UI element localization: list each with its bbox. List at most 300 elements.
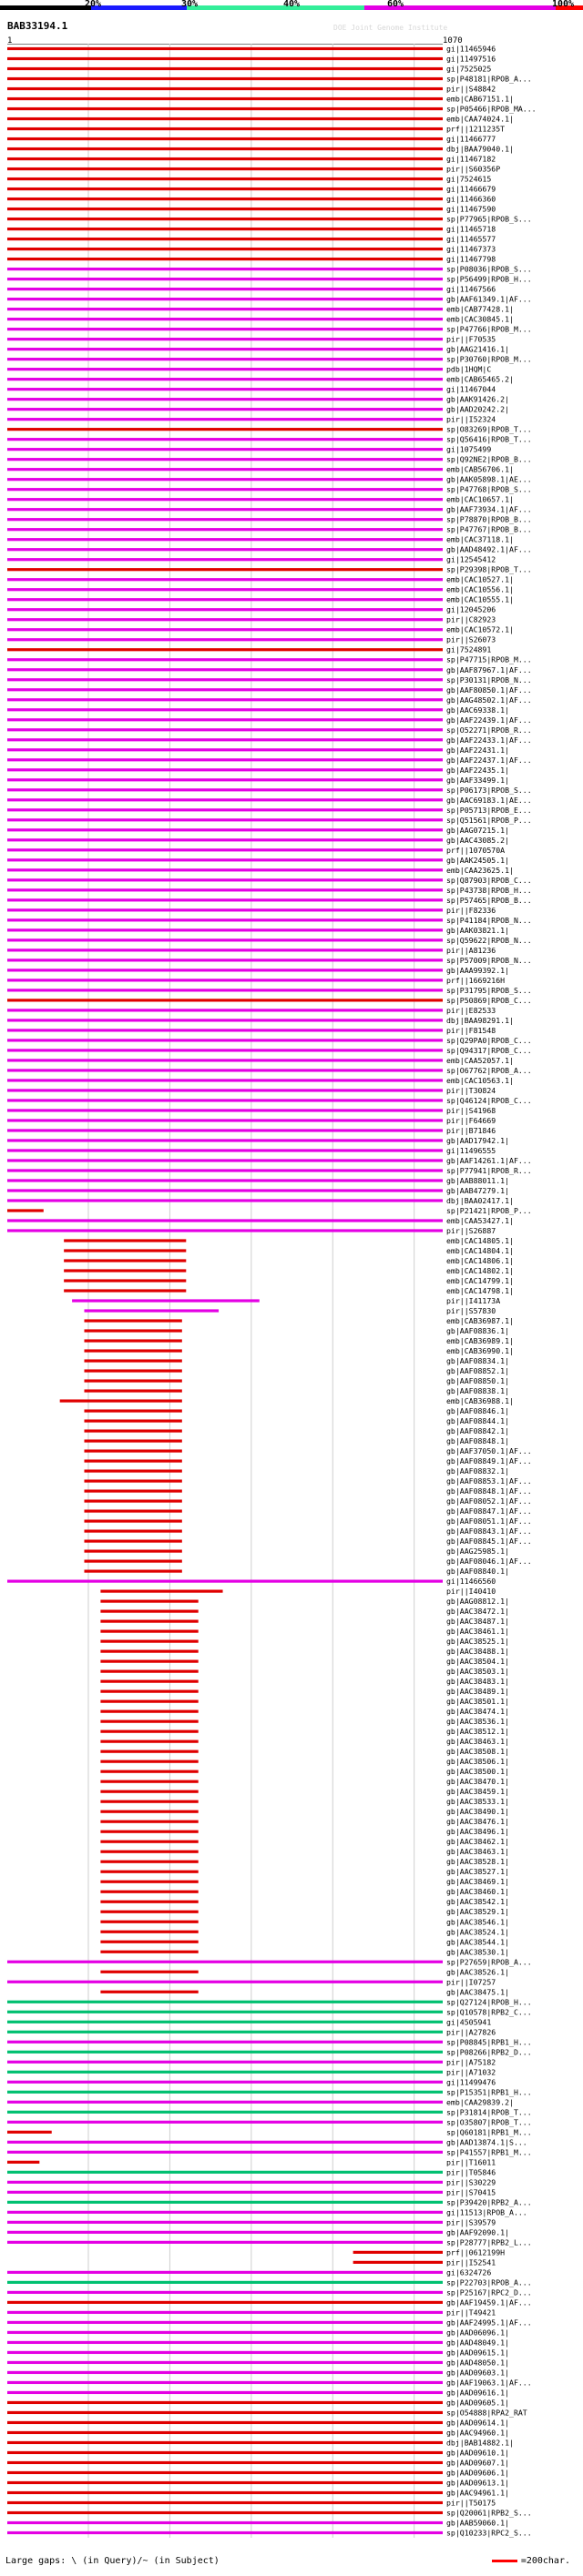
- hit-label: gb|AAF08850.1|: [446, 1376, 510, 1386]
- hit-label: sp|P06173|RPOB_S...: [446, 785, 532, 795]
- hit-bar: [85, 1529, 182, 1532]
- hit-label: pir||I41173A: [446, 1296, 501, 1306]
- hit-bar: [7, 2101, 443, 2104]
- hit-label: prf||1669216H: [446, 975, 506, 985]
- hit-bar: [7, 67, 443, 70]
- hit-label: gb|AAC38475.1|: [446, 1987, 510, 1997]
- hit-label: gb|AAF08046.1|AF...: [446, 1557, 532, 1567]
- hit-label: gi|12545412: [446, 554, 496, 564]
- hit-bar: [85, 1309, 220, 1312]
- hit-bar: [7, 548, 443, 551]
- hit-bar: [7, 1129, 443, 1131]
- hit-label: emb|CAC37118.1|: [446, 534, 514, 544]
- hit-label: gb|AAK91426.2|: [446, 394, 510, 404]
- hit-bar: [7, 318, 443, 320]
- hit-bar: [7, 438, 443, 441]
- hit-label: gb|AAF22431.1|: [446, 745, 510, 755]
- hit-bar: [85, 1519, 182, 1522]
- hit-bar: [7, 2081, 443, 2084]
- hit-label: gb|AAF08842.1|: [446, 1426, 510, 1436]
- hit-label: sp|P21421|RPOB_P...: [446, 1205, 532, 1215]
- hit-label: gb|AAC38504.1|: [446, 1657, 510, 1667]
- hit-label: gb|AAF08840.1|: [446, 1567, 510, 1577]
- hit-label: gb|AAC38459.1|: [446, 1787, 510, 1797]
- hit-bar: [100, 1780, 198, 1783]
- hit-label: sp|Q56416|RPOB_T...: [446, 434, 532, 444]
- hit-bar: [100, 1931, 198, 1933]
- hit-bar: [7, 278, 443, 280]
- hit-bar: [64, 1249, 186, 1252]
- hit-bar: [7, 2121, 443, 2124]
- hit-bar: [7, 858, 443, 861]
- hit-label: gi|11467590: [446, 204, 496, 214]
- hit-bar: [100, 1720, 198, 1723]
- hit-label: gb|AAF08052.1|AF...: [446, 1496, 532, 1506]
- hit-label: gb|AAC38528.1|: [446, 1857, 510, 1867]
- hit-bar: [100, 1680, 198, 1683]
- hit-bar: [7, 2381, 443, 2384]
- hit-label: pir||S41968: [446, 1105, 496, 1115]
- hit-label: pir||T49421: [446, 2307, 496, 2317]
- hit-label: gb|AAC38469.1|: [446, 1877, 510, 1887]
- hit-bar: [100, 1911, 198, 1913]
- hit-bar: [7, 1179, 443, 1182]
- hit-bar: [7, 838, 443, 841]
- hit-bar: [7, 87, 443, 90]
- hit-label: sp|P57465|RPOB_B...: [446, 895, 532, 905]
- hit-bar: [7, 1119, 443, 1121]
- hit-bar: [7, 398, 443, 401]
- hit-label: emb|CAA29839.2|: [446, 2097, 514, 2107]
- hit-label: emb|CAC14799.1|: [446, 1275, 514, 1285]
- hit-label: gb|AAC38474.1|: [446, 1707, 510, 1717]
- hit-bar: [85, 1379, 182, 1382]
- hit-bar: [7, 418, 443, 421]
- hit-label: prf||0612199H: [446, 2247, 506, 2257]
- hit-bar: [7, 2001, 443, 2003]
- hit-bar: [85, 1429, 182, 1432]
- hit-bar: [100, 1610, 198, 1613]
- hit-label: sp|Q20061|RPB2_S...: [446, 2508, 532, 2518]
- hit-label: pir||I52541: [446, 2257, 496, 2267]
- hit-label: gb|AAF08845.1|AF...: [446, 1536, 532, 1547]
- hit-label: gb|AAF87967.1|AF...: [446, 664, 532, 674]
- hit-bar: [7, 298, 443, 300]
- hit-bar: [7, 2351, 443, 2354]
- hit-label: gb|AAF14261.1|AF...: [446, 1155, 532, 1165]
- hit-bar: [7, 238, 443, 240]
- hit-bar: [7, 288, 443, 290]
- hit-label: emb|CAB77428.1|: [446, 304, 514, 314]
- scale-segment-blue: [91, 5, 187, 10]
- hit-label: sp|P22703|RPOB_A...: [446, 2277, 532, 2287]
- hit-bar: [7, 2051, 443, 2054]
- hit-label: gb|AAC38501.1|: [446, 1697, 510, 1707]
- hit-label: gb|AAD09603.1|: [446, 2368, 510, 2378]
- hit-bar: [64, 1239, 186, 1242]
- hit-label: prf||1211235T: [446, 124, 506, 134]
- hit-bar: [85, 1419, 182, 1422]
- hit-label: emb|CAA74024.1|: [446, 114, 514, 124]
- hit-label: gb|AAC38488.1|: [446, 1647, 510, 1657]
- hit-label: gb|AAD13874.1|S...: [446, 2137, 527, 2147]
- hit-bar: [7, 578, 443, 581]
- hit-bar: [7, 2151, 443, 2154]
- hit-bar: [7, 1059, 443, 1061]
- hit-label: gb|AAF61349.1|AF...: [446, 294, 532, 304]
- hit-label: sp|P47766|RPOB_M...: [446, 324, 532, 334]
- hit-label: pir||C82923: [446, 614, 496, 624]
- hit-label: gb|AAF73934.1|AF...: [446, 504, 532, 514]
- hit-bar: [7, 2011, 443, 2013]
- hit-label: sp|O83269|RPOB_T...: [446, 424, 532, 434]
- hit-bar: [7, 1580, 443, 1583]
- hit-label: gb|AAD09605.1|: [446, 2398, 510, 2408]
- hit-bar: [7, 2291, 443, 2294]
- hit-label: emb|CAA53427.1|: [446, 1215, 514, 1225]
- hit-label: gb|AAC38461.1|: [446, 1627, 510, 1637]
- hit-bar: [7, 2241, 443, 2244]
- hit-label: gb|AAK03821.1|: [446, 925, 510, 935]
- scale-legend: [492, 2556, 570, 2566]
- hit-bar: [85, 1459, 182, 1462]
- hit-bar: [7, 1109, 443, 1111]
- hit-bar: [100, 1760, 198, 1763]
- scale-tick-label: 60%: [386, 0, 404, 9]
- hit-label: pir||S60356P: [446, 164, 501, 174]
- scale-segment-black: [0, 5, 91, 10]
- hit-bar: [7, 2131, 52, 2134]
- hit-label: pir||E82533: [446, 1005, 496, 1015]
- hit-bar: [7, 518, 443, 521]
- hit-bar: [85, 1319, 182, 1322]
- hit-bar: [7, 1029, 443, 1031]
- hit-label: sp|P41184|RPOB_N...: [446, 915, 532, 925]
- hit-label: gb|AAC38500.1|: [446, 1767, 510, 1777]
- hit-label: sp|P08036|RPOB_S...: [446, 264, 532, 274]
- hit-bar: [7, 2361, 443, 2364]
- hit-bar: [85, 1550, 182, 1553]
- hit-bar: [7, 1159, 443, 1161]
- hit-bar: [7, 2471, 443, 2474]
- hit-bar: [100, 1810, 198, 1813]
- alignment-plot: [0, 44, 583, 2538]
- hit-bar: [100, 1750, 198, 1753]
- hit-label: sp|P77941|RPOB_R...: [446, 1165, 532, 1175]
- hit-label: gi|11466360: [446, 194, 496, 204]
- hit-bar: [72, 1299, 260, 1302]
- hit-bar: [7, 2311, 443, 2314]
- hit-label: pir||S26073: [446, 634, 496, 644]
- hit-label: pir||T16011: [446, 2157, 496, 2167]
- hit-label: sp|P30131|RPOB_N...: [446, 674, 532, 685]
- hit-label: sp|Q10233|RPC2_S...: [446, 2528, 532, 2538]
- hit-bar: [85, 1560, 182, 1563]
- hit-bar: [7, 208, 443, 210]
- hit-bar: [7, 2021, 443, 2023]
- hit-label: gb|AAC38546.1|: [446, 1917, 510, 1927]
- hit-label: sp|Q59622|RPOB_N...: [446, 935, 532, 945]
- hit-bar: [7, 478, 443, 481]
- hit-label: gb|AAF33499.1|: [446, 775, 510, 785]
- hit-label: gb|AAG21416.1|: [446, 344, 510, 354]
- hit-label: pir||A71032: [446, 2067, 496, 2077]
- hit-bar: [7, 748, 443, 751]
- hit-bar: [7, 358, 443, 360]
- hit-bar: [7, 758, 443, 761]
- hit-label: sp|P56499|RPOB_H...: [446, 274, 532, 284]
- scale-tick-label: 30%: [180, 0, 199, 9]
- hit-label: sp|O52271|RPOB_R...: [446, 725, 532, 735]
- hit-label: emb|CAB36989.1|: [446, 1336, 514, 1346]
- scale-segment-green: [187, 5, 364, 10]
- hit-bar: [7, 2301, 443, 2304]
- hit-bar: [7, 448, 443, 451]
- hit-bar: [7, 1099, 443, 1101]
- hit-label: pir||B71846: [446, 1125, 496, 1135]
- hit-bar: [7, 97, 443, 100]
- scale-legend-text: =200char.: [520, 2556, 570, 2566]
- hit-label: sp|Q60181|RPB1_M...: [446, 2127, 532, 2137]
- hit-bar: [7, 2091, 443, 2094]
- hit-label: sp|P57009|RPOB_N...: [446, 955, 532, 965]
- hit-label: sp|Q10578|RPB2_C...: [446, 2007, 532, 2017]
- hit-label: gb|AAD09616.1|: [446, 2388, 510, 2398]
- scale-tick-label: 40%: [282, 0, 301, 9]
- hit-label: gb|AAC38527.1|: [446, 1867, 510, 1877]
- hit-bar: [7, 268, 443, 270]
- hit-bar: [7, 2411, 443, 2414]
- hit-bar: [7, 1069, 443, 1071]
- hit-bar: [7, 2511, 443, 2514]
- hit-label: gb|AAF19459.1|AF...: [446, 2297, 532, 2307]
- hit-bar: [7, 818, 443, 821]
- hit-label: gb|AAF08051.1|AF...: [446, 1516, 532, 1526]
- hit-label: pir||T30824: [446, 1085, 496, 1095]
- hit-label: gb|AAC43085.2|: [446, 835, 510, 845]
- hit-label: gb|AAF80850.1|AF...: [446, 685, 532, 695]
- hit-bar: [7, 1189, 443, 1192]
- hit-bar: [7, 1039, 443, 1041]
- hit-bar: [7, 768, 443, 771]
- hit-label: sp|O67762|RPOB_A...: [446, 1065, 532, 1075]
- hit-bar: [7, 588, 443, 591]
- hit-bar: [7, 1149, 443, 1151]
- hit-bar: [100, 1600, 198, 1603]
- hit-bar: [7, 1049, 443, 1051]
- hit-bar: [7, 528, 443, 531]
- hit-label: gb|AAF08844.1|: [446, 1416, 510, 1426]
- score-color-scale: [0, 0, 583, 15]
- hit-bar: [7, 468, 443, 471]
- hit-label: sp|O54888|RPA2_RAT: [446, 2408, 527, 2418]
- hit-label: gb|AAB88011.1|: [446, 1175, 510, 1185]
- hit-label: sp|P08845|RPB1_H...: [446, 2037, 532, 2047]
- hit-bar: [7, 1209, 44, 1212]
- hit-bar: [100, 1820, 198, 1823]
- hit-label: pir||F82336: [446, 905, 496, 915]
- hit-label: gi|11496555: [446, 1145, 496, 1155]
- hit-bar: [85, 1499, 182, 1502]
- hit-label: gb|AAD09606.1|: [446, 2468, 510, 2478]
- hit-label: gb|AAC69338.1|: [446, 705, 510, 715]
- hit-label: sp|P47767|RPOB_B...: [446, 524, 532, 534]
- hit-label: sp|Q46124|RPOB_C...: [446, 1095, 532, 1105]
- hit-bar: [7, 157, 443, 160]
- hit-bar: [7, 848, 443, 851]
- hit-label: pir||S57830: [446, 1306, 496, 1316]
- hit-bar: [7, 1961, 443, 1963]
- hit-bar: [7, 378, 443, 380]
- hit-bar: [7, 1089, 443, 1091]
- hit-bar: [7, 698, 443, 701]
- hit-label: gb|AAC69183.1|AE...: [446, 795, 532, 805]
- hit-label: gb|AAC94961.1|: [446, 2488, 510, 2498]
- hit-label: pir||I07257: [446, 1977, 496, 1987]
- hit-bar: [7, 488, 443, 491]
- hit-label: emb|CAC14806.1|: [446, 1255, 514, 1265]
- hit-label: gb|AAC38460.1|: [446, 1887, 510, 1897]
- hit-bar: [85, 1339, 182, 1342]
- hit-bar: [7, 948, 443, 951]
- hit-label: sp|P15351|RPB1_H...: [446, 2087, 532, 2097]
- hit-bar: [7, 458, 443, 461]
- hit-label: gb|AAC38542.1|: [446, 1897, 510, 1907]
- hit-bar: [7, 188, 443, 190]
- hit-label: gi|7524891: [446, 644, 492, 654]
- hit-bar: [100, 1770, 198, 1773]
- hit-label: gb|AAC38536.1|: [446, 1717, 510, 1727]
- hit-label: sp|P05713|RPOB_E...: [446, 805, 532, 815]
- hit-label: sp|P29398|RPOB_T...: [446, 564, 532, 574]
- hit-bar: [7, 989, 443, 991]
- hit-bar: [100, 1710, 198, 1713]
- hit-bar: [7, 648, 443, 651]
- hit-bar: [7, 2341, 443, 2344]
- hit-label: pir||S39579: [446, 2217, 496, 2227]
- hit-bar: [7, 608, 443, 611]
- hit-label: gb|AAC38483.1|: [446, 1677, 510, 1687]
- hit-bar: [100, 1700, 198, 1703]
- hit-bar: [7, 1981, 443, 1983]
- hit-bar: [7, 2271, 443, 2274]
- hit-bar: [100, 1831, 198, 1833]
- hit-label: gb|AAC38463.1|: [446, 1847, 510, 1857]
- hit-label: gb|AAF08838.1|: [446, 1386, 510, 1396]
- hit-label: gb|AAF08848.1|AF...: [446, 1486, 532, 1496]
- hit-bar: [7, 708, 443, 711]
- hit-bar: [100, 1620, 198, 1623]
- hit-label: gb|AAF08852.1|: [446, 1366, 510, 1376]
- hit-bar: [7, 618, 443, 621]
- gap-legend-text: Large gaps: \ (in Query)/~ (in Subject): [5, 2556, 220, 2566]
- hit-bar: [100, 1670, 198, 1673]
- hit-label: gi|11467566: [446, 284, 496, 294]
- hit-label: sp|P48181|RPOB_A...: [446, 74, 532, 84]
- hit-bar: [7, 1139, 443, 1141]
- hit-label: gb|AAC38530.1|: [446, 1947, 510, 1957]
- hit-label: gb|AAF22437.1|AF...: [446, 755, 532, 765]
- hit-bar: [7, 1019, 443, 1021]
- hit-bar: [7, 408, 443, 411]
- hit-label: sp|P39420|RPB2_A...: [446, 2197, 532, 2207]
- hit-label: gb|AAF22439.1|AF...: [446, 715, 532, 725]
- hit-label: gb|AAC38544.1|: [446, 1937, 510, 1947]
- hit-bar: [7, 868, 443, 871]
- hit-label: gb|AAB59060.1|: [446, 2518, 510, 2528]
- hit-bar: [85, 1389, 182, 1392]
- hit-bar: [7, 2481, 443, 2484]
- hit-bar: [85, 1409, 182, 1412]
- hit-label: pir||S30229: [446, 2177, 496, 2187]
- hit-bar: [7, 198, 443, 200]
- hit-bar: [7, 2331, 443, 2334]
- hit-label: emb|CAB56706.1|: [446, 464, 514, 474]
- hit-label: dbj|BAA79040.1|: [446, 144, 514, 154]
- hit-bar: [7, 2191, 443, 2194]
- hit-label: gb|AAG25985.1|: [446, 1547, 510, 1557]
- hit-bar: [7, 969, 443, 971]
- hit-label: gb|AAF37050.1|AF...: [446, 1446, 532, 1456]
- hit-label: gb|AAF08836.1|: [446, 1326, 510, 1336]
- hit-bar: [85, 1489, 182, 1492]
- hit-bar: [100, 1881, 198, 1883]
- hit-label: gb|AAD48492.1|AF...: [446, 544, 532, 554]
- hit-label: emb|CAC10555.1|: [446, 594, 514, 604]
- hit-bar: [7, 2501, 443, 2504]
- hit-label: sp|P28777|RPB2_L...: [446, 2237, 532, 2247]
- hit-label: gb|AAD20242.2|: [446, 404, 510, 414]
- hit-bar: [7, 808, 443, 811]
- hit-label: sp|P77965|RPOB_S...: [446, 214, 532, 224]
- hit-label: gb|AAC38529.1|: [446, 1907, 510, 1917]
- hit-label: pir||T05846: [446, 2167, 496, 2177]
- hit-bar: [7, 2431, 443, 2434]
- hit-bar: [7, 678, 443, 681]
- hit-label: gi|11467044: [446, 384, 496, 394]
- hit-bar: [7, 718, 443, 721]
- hit-label: gb|AAB47279.1|: [446, 1185, 510, 1195]
- hit-label: sp|P05466|RPOB_MA...: [446, 104, 537, 114]
- hit-bar: [7, 598, 443, 601]
- hit-bar: [7, 888, 443, 891]
- hit-bar: [100, 1861, 198, 1863]
- hit-label: gb|AAD09615.1|: [446, 2348, 510, 2358]
- hit-label: gb|AAC38472.1|: [446, 1607, 510, 1617]
- hit-label: gi|11465946: [446, 44, 496, 54]
- hit-label: gb|AAD48050.1|: [446, 2358, 510, 2368]
- hit-label: gb|AAG07215.1|: [446, 825, 510, 835]
- hit-label: gi|11465718: [446, 224, 496, 234]
- hit-label: gb|AAC38524.1|: [446, 1927, 510, 1937]
- hit-bar: [7, 798, 443, 801]
- hit-label: gi|4505941: [446, 2017, 492, 2027]
- hit-bar: [7, 147, 443, 150]
- hit-label: gb|AAC38533.1|: [446, 1797, 510, 1807]
- hit-bar: [7, 2461, 443, 2464]
- hit-bar: [7, 979, 443, 981]
- hit-label: pir||S48842: [446, 84, 496, 94]
- hit-bar: [7, 57, 443, 60]
- hit-label: gb|AAA99392.1|: [446, 965, 510, 975]
- hit-bar: [100, 1921, 198, 1923]
- hit-label: gb|AAD48049.1|: [446, 2338, 510, 2348]
- hit-label: gb|AAC38512.1|: [446, 1727, 510, 1737]
- hit-label: gi|11497516: [446, 54, 496, 64]
- hit-bar: [85, 1570, 182, 1573]
- hit-bar: [100, 1640, 198, 1643]
- hit-label: gb|AAF24995.1|AF...: [446, 2317, 532, 2328]
